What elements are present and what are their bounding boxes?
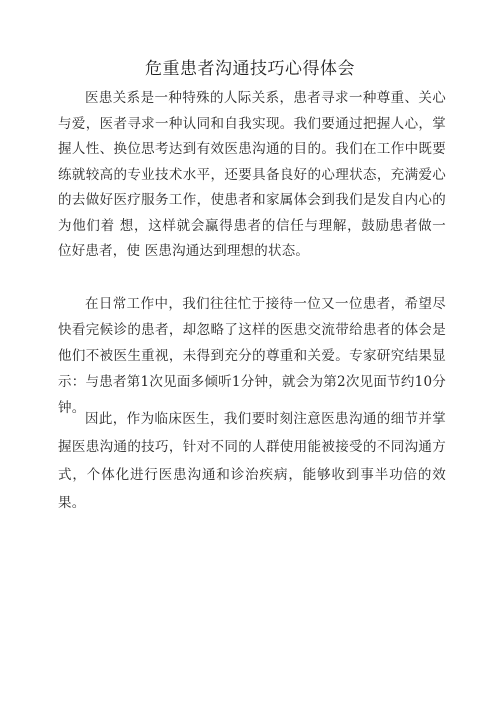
paragraph-3: 因此，作为临床医生，我们要时刻注意医患沟通的细节并掌握医患沟通的技巧，针对不同的人群使用能被接受的不同沟通方式，个体化进行医患沟通和诊治疾病，能够收到事半功倍的效果。 — [58, 411, 446, 511]
paragraph-2: 在日常工作中，我们往往忙于接待一位又一位患者，希望尽快看完候诊的患者，却忽略了这样的医患交流带给患者的体会是他们不被医生重视，未得到充分的尊重和关爱。专家研究结果显示：与患者第1次见面多倾听1分钟，就会为第2次见面节约10分钟。 — [58, 296, 446, 416]
paragraph-1: 医患关系是一种特殊的人际关系，患者寻求一种尊重、关心与爱，医者寻求一种认同和自我实现。我们要通过把握人心，掌握人性、换位思考达到有效医患沟通的目的。我们在工作中既要练就较高的专业技术水平，还要具备良好的心理状态，充满爱心的去做好医疗服务工作，使患者和家属体会到我们是发自内心的为他们着 想，这样就会赢得患者的信任与理解，鼓励患者做一位好患者，使 医患沟通达到理想的状态。 — [58, 90, 446, 259]
document-title: 危重患者沟通技巧心得体会 — [145, 59, 355, 79]
